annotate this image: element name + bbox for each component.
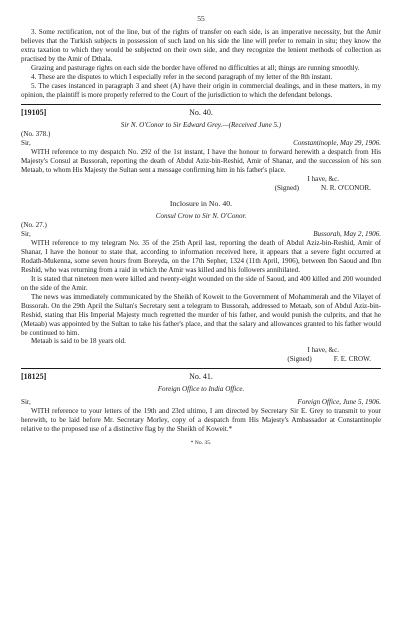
inclosure-salutation-row bbox=[21, 230, 381, 239]
inclosure-signed-label: (Signed) bbox=[287, 355, 312, 364]
inclosure-place-date: Bussorah, May 2, 1906. bbox=[313, 230, 381, 239]
inclosure-signer: F. E. CROW. bbox=[333, 355, 371, 364]
doc41-body: WITH reference to your letters of the 19th and 23rd ultimo, I am directed by Secretary Sir E. Grey to transmit to your herewith, to be laid before Mr. Secretary Morley, copy of a despatch from His Majesty's Ambassador at Constantinople relative to the proposed use of a distinctive flag by the Sheikh of Koweit.* bbox=[21, 407, 381, 434]
page-number: 55 bbox=[197, 14, 205, 23]
inclosure-heading: Consul Crow to Sir N. O'Conor. bbox=[155, 212, 247, 221]
document-page bbox=[21, 14, 381, 447]
doc41-salutation-row bbox=[21, 398, 381, 407]
inclosure-paragraph-2: It is stated that nineteen men were killed and twenty-eight wounded on the side of Saoud, and 400 killed and 200 wounded on the side of the Amir. bbox=[21, 274, 381, 292]
footnote: * No. 35. bbox=[190, 440, 212, 447]
doc41-header bbox=[21, 372, 381, 382]
paragraph-3: 3. Some rectification, not of the line, but of the rights of transfer on each side, is an imperative necessity, but the Amir believes that the Turkish subjects in possession of such land on his side the line will prefer to remain in situ; they know the extra taxation to which they would be subjected on their own side, and they recognize the lenient methods of collection as practised by the Amir of Dthala. bbox=[21, 28, 381, 64]
inclosure-closing: I have, &c. bbox=[307, 346, 339, 355]
doc40-body: WITH reference to my despatch No. 292 of the 1st instant, I have the honour to forward herewith a despatch from His Majesty's Consul at Bussorah, reporting the death of Abdul Aziz-bin-Reshid, Amir of Shanar, and the succession of his son Metaab, to whom His Majesty the Sultan sent a message confirming him in his father's place. bbox=[21, 147, 381, 174]
doc40-signed-label: (Signed) bbox=[274, 183, 300, 192]
doc40-subref: (No. 378.) bbox=[21, 129, 51, 138]
doc40-heading: Sir N. O'Conor to Sir Edward Grey.—(Received June 5.) bbox=[120, 121, 282, 130]
doc41-salutation: Sir, bbox=[21, 398, 31, 407]
paragraph-grazing: Grazing and pasturage rights on each side the border have offered no difficulties at all; things are running smoothly. bbox=[31, 64, 360, 73]
inclosure-signature bbox=[21, 355, 381, 364]
doc40-closing: I have, &c. bbox=[307, 174, 339, 183]
doc40-ref: [19105] bbox=[21, 107, 47, 117]
doc40-header bbox=[21, 108, 381, 118]
section-divider-2 bbox=[21, 368, 381, 369]
doc41-number: No. 41. bbox=[189, 372, 213, 382]
inclosure-title: Inclosure in No. 40. bbox=[169, 198, 233, 208]
paragraph-4: 4. These are the disputes to which I especially refer in the second paragraph of my letter of the 8th instant. bbox=[31, 73, 333, 82]
doc40-signature bbox=[21, 184, 381, 193]
inclosure-paragraph-3: The news was immediately communicated by the Sheikh of Koweit to the Government of Mohammerah and the Vilayet of Bussorah. On the 29th April the Sultan's Secretary sent a telegram to Bussorah, addressed to Metaab, son of Abdul Aziz-bin-Reshid, stating that His Imperial Majesty much regretted the murder of his father, and would punish the culprits, and that he (Metaab) was appointed by the Sultan to take his father's place, and that the salary and allowances granted to his father would be continued to him. bbox=[21, 292, 381, 337]
doc41-heading: Foreign Office to India Office. bbox=[157, 385, 245, 394]
doc41-ref: [18125] bbox=[21, 372, 47, 382]
section-divider bbox=[21, 104, 381, 105]
paragraph-5: 5. The cases instanced in paragraph 3 and sheet (A) have their origin in commercial dealings, and in these matters, in my opinion, the plaintiff is more properly referred to the Court of the jurisdiction to which the defendant belongs. bbox=[21, 82, 381, 99]
doc40-salutation-row bbox=[21, 139, 381, 148]
inclosure-salutation: Sir, bbox=[21, 230, 31, 239]
doc40-salutation: Sir, bbox=[21, 138, 31, 147]
inclosure-paragraph-4: Metaab is said to be 18 years old. bbox=[31, 337, 126, 346]
inclosure-subref: (No. 27.) bbox=[21, 221, 47, 230]
doc40-number: No. 40. bbox=[189, 107, 213, 117]
doc41-place-date: Foreign Office, June 5, 1906. bbox=[297, 398, 381, 407]
inclosure-paragraph-1: WITH reference to my telegram No. 35 of the 25th April last, reporting the death of Abdul Aziz-bin-Reshid, Amir of Shanar, I have the honour to state that, according to information received here, it appears that a severe fight occurred at Rodath-Mukenna, some seven hours from Boreyda, on the 17th Sepher, 1324 (11th April, 1906), between Ibn Saoud and Ibn Reshid, who was returning from a raid in which the Amir was killed and his followers annihilated. bbox=[21, 239, 381, 274]
doc40-signer: N. R. O'CONOR. bbox=[321, 183, 371, 192]
doc40-place-date: Constantinople, May 29, 1906. bbox=[293, 138, 381, 147]
